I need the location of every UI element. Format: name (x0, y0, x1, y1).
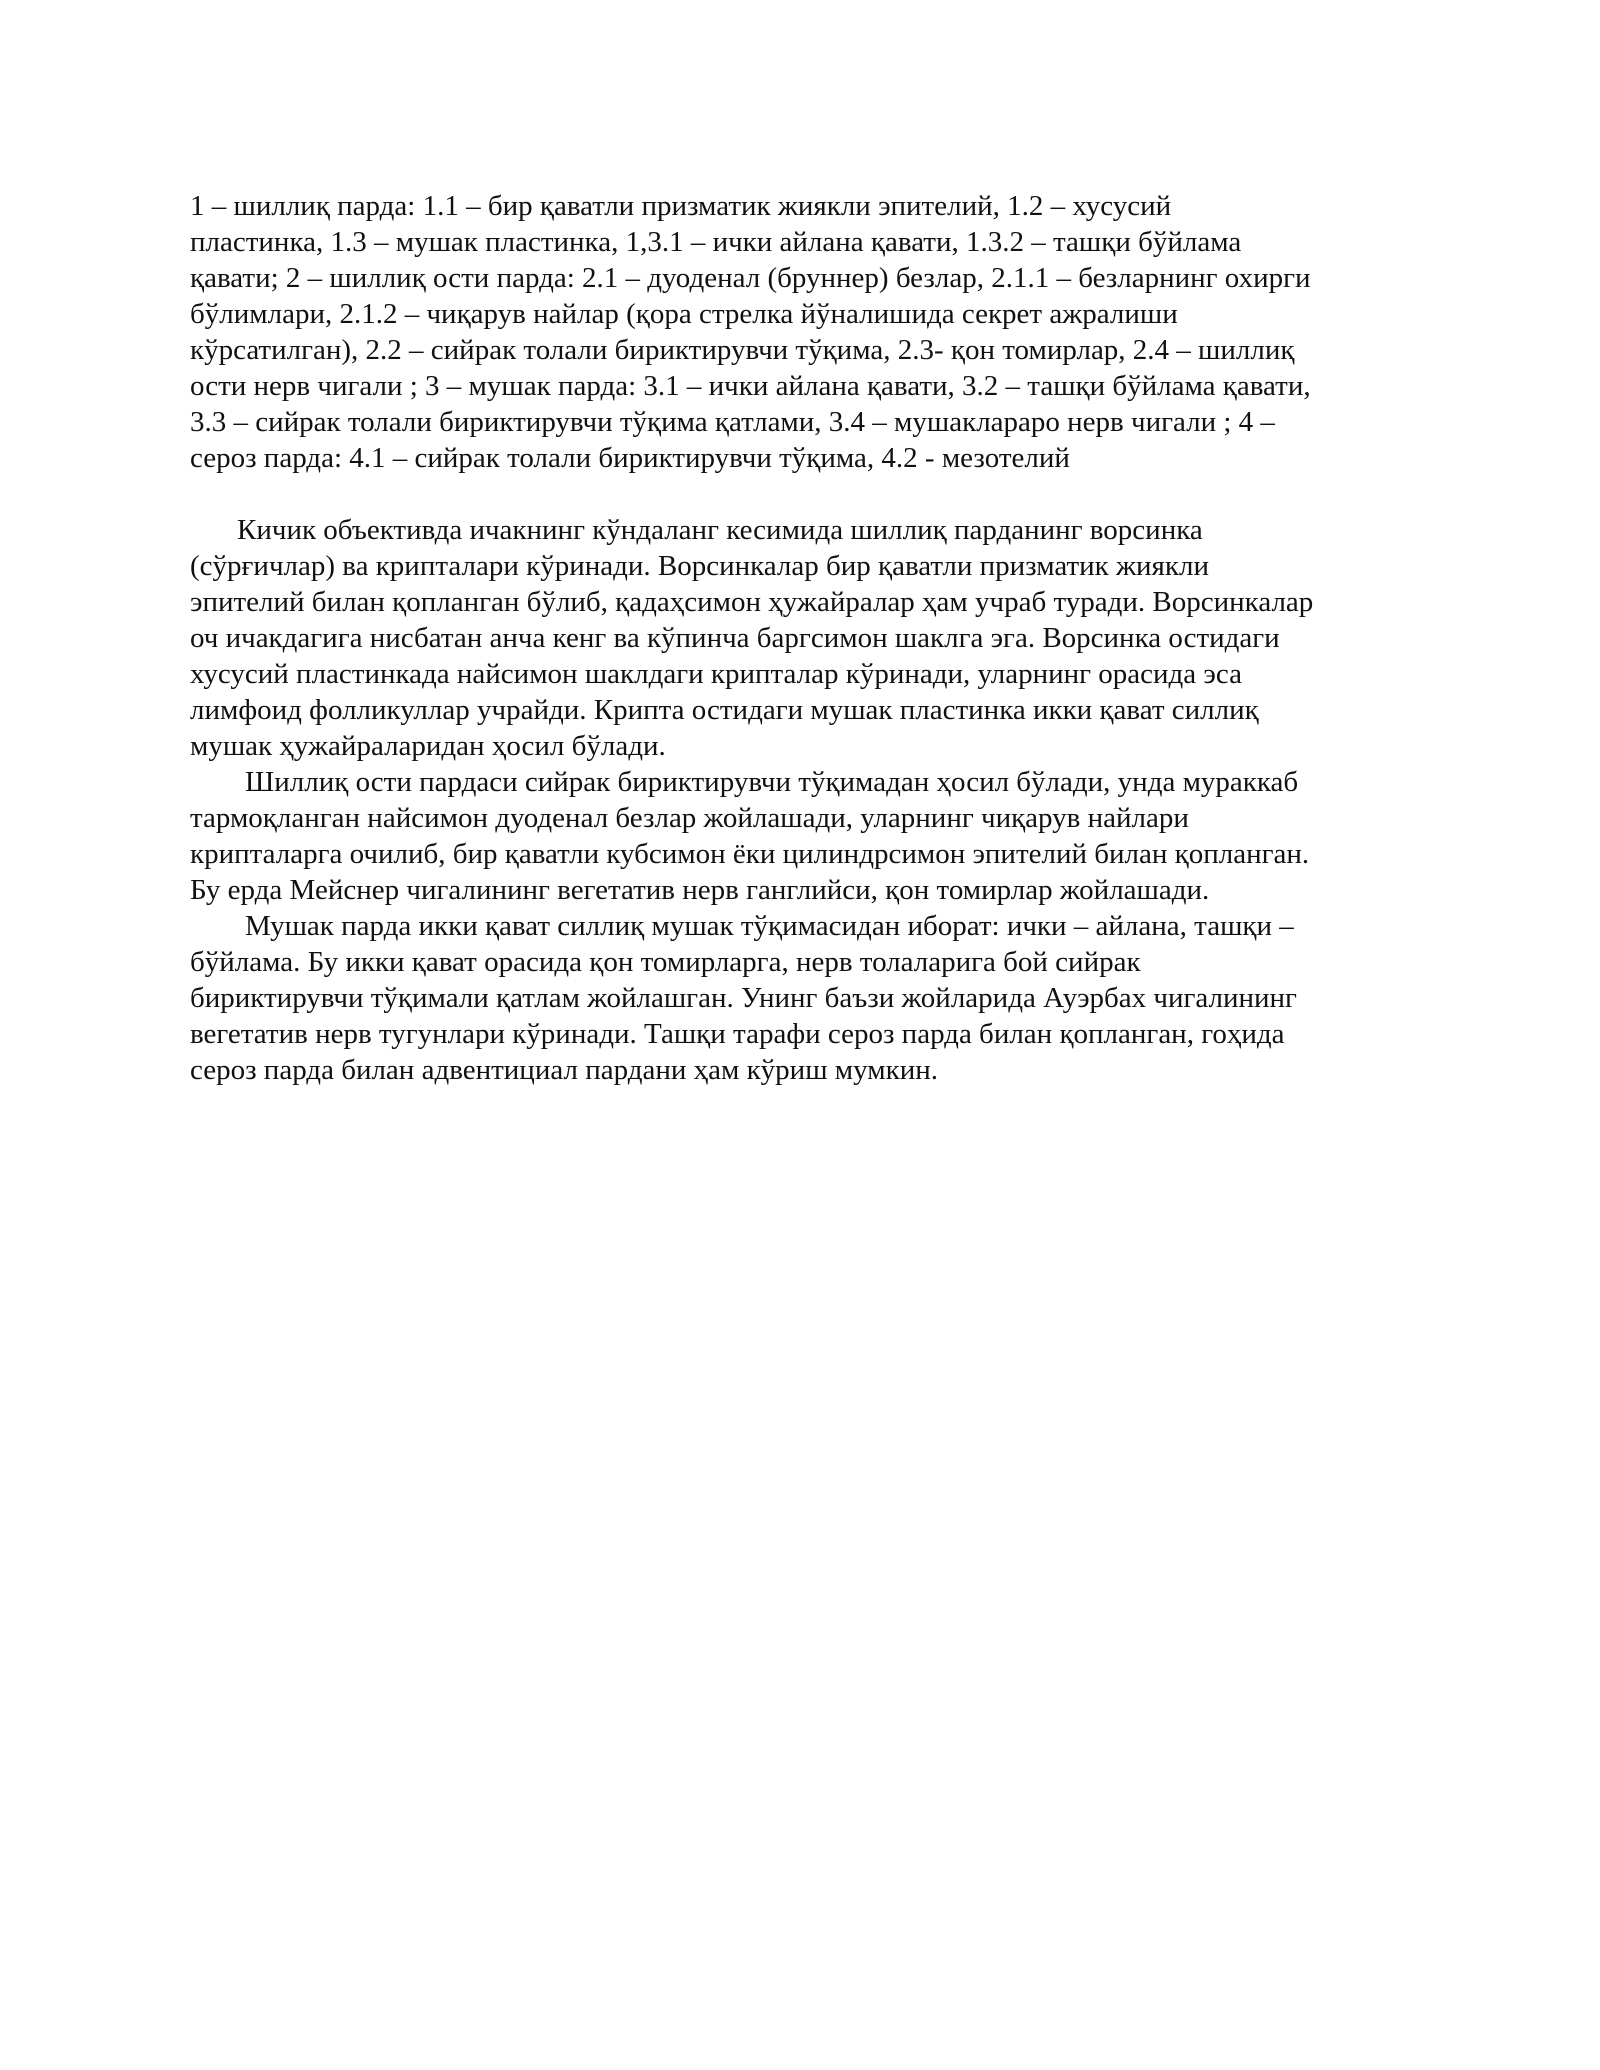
paragraph-line: (сўрғичлар) ва крипталари кўринади. Ворсинкалар бир қаватли призматик жиякли (190, 550, 1209, 582)
paragraph-line: Бу ерда Мейснер чигалининг вегетатив нерв ганглийси, қон томирлар жойлашади. (190, 874, 1210, 906)
caption-line: 3.3 – сийрак толали бириктирувчи тўқима қатлами, 3.4 – мушакларaро нерв чигали ; 4 – (190, 406, 1275, 438)
caption-line: бўлимлари, 2.1.2 – чиқарув найлар (қора стрелка йўналишида секрет ажралиши (190, 298, 1178, 330)
paragraph-submucosa (190, 764, 1420, 908)
paragraph-line: Мушак парда икки қават силлиқ мушак тўқимасидан иборат: ички – айлана, ташқи – (245, 910, 1294, 942)
caption-line: кўрсатилган), 2.2 – сийрак толали бириктирувчи тўқима, 2.3- қон томирлар, 2.4 – шиллиқ (190, 334, 1295, 366)
paragraph-line: бириктирувчи тўқимали қатлам жойлашган. Унинг баъзи жойларида Ауэрбах чигалининг (190, 982, 1297, 1014)
paragraph-line: оч ичакдагига нисбатан анча кенг ва кўпинча баргсимон шаклга эга. Ворсинка остидаги (190, 622, 1280, 654)
paragraph-line: лимфоид фолликуллар учрайди. Крипта остидаги мушак пластинка икки қават силлиқ (190, 694, 1259, 726)
body-text (190, 512, 1420, 1088)
paragraph-muscularis (190, 908, 1420, 1088)
paragraph-line: крипталарга очилиб, бир қаватли кубсимон ёки цилиндрсимон эпителий билан қопланган. (190, 838, 1310, 870)
paragraph-line: эпителий билан қопланган бўлиб, қадаҳсимон ҳужайралар ҳам учраб туради. Ворсинкалар (190, 586, 1314, 618)
caption-line: пластинка, 1.3 – мушак пластинка, 1,3.1 – ички айлана қавати, 1.3.2 – ташқи бўйлама (190, 226, 1242, 258)
document-content (190, 188, 1420, 1088)
paragraph-line: Шиллиқ ости пардаси сийрак бириктирувчи тўқимадан ҳосил бўлади, унда мураккаб (245, 766, 1299, 798)
paragraph-villi (190, 512, 1420, 764)
caption-line: ости нерв чигали ; 3 – мушак парда: 3.1 – ички айлана қавати, 3.2 – ташқи бўйлама қавати, (190, 370, 1311, 402)
paragraph-line: бўйлама. Бу икки қават орасида қон томирларга, нерв толаларига бой сийрак (190, 946, 1141, 978)
paragraph-line: тармоқланган найсимон дуоденал безлар жойлашади, уларнинг чиқарув найлари (190, 802, 1189, 834)
caption-line: қавати; 2 – шиллиқ ости парда: 2.1 – дуоденал (бруннер) безлар, 2.1.1 – безларнинг охирги (190, 262, 1311, 294)
paragraph-line: хусусий пластинкада найсимон шаклдаги крипталар кўринади, уларнинг орасида эса (190, 658, 1242, 690)
figure-caption (190, 188, 1420, 476)
paragraph-line: Кичик объективда ичакнинг кўндаланг кесимида шиллиқ парданинг ворсинка (237, 514, 1203, 546)
caption-line: 1 – шиллиқ парда: 1.1 – бир қаватли призматик жиякли эпителий, 1.2 – хусусий (190, 190, 1172, 222)
caption-line: сероз парда: 4.1 – сийрак толали бириктирувчи тўқима, 4.2 - мезотелий (190, 442, 1070, 474)
paragraph-line: сероз парда билан адвентициал пардани ҳам кўриш мумкин. (190, 1054, 938, 1086)
paragraph-line: мушак ҳужайраларидан ҳосил бўлади. (190, 730, 666, 762)
paragraph-line: вегетатив нерв тугунлари кўринади. Ташқи тарафи сероз парда билан қопланган, гоҳида (190, 1018, 1285, 1050)
